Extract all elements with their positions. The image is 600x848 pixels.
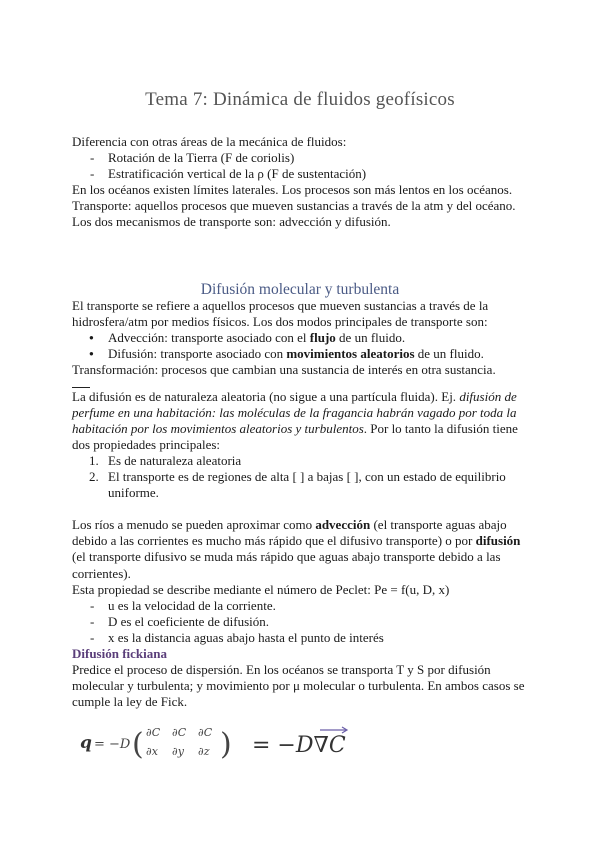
text: La difusión es de naturaleza aleatoria (no sigue a una partícula fluida). Ej.: [72, 388, 460, 404]
bold-text: flujo: [309, 330, 336, 346]
text: Es de naturaleza aleatoria: [108, 452, 242, 468]
text: Advección: transporte asociado con el: [108, 330, 310, 346]
bold-text: movimientos aleatorios: [286, 346, 415, 362]
numbered-item: 1. Es de naturaleza aleatoria: [89, 452, 242, 468]
bold-text: advección: [315, 517, 371, 533]
section-1: [72, 282, 532, 710]
text: Difusión: transporte asociado con: [108, 346, 287, 362]
dash-item: - u es la velocidad de la corriente.: [72, 598, 532, 614]
dash-item: - x es la distancia aguas abajo hasta el punto de interés: [72, 630, 532, 646]
paragraph: Predice el proceso de dispersión. En los océanos se transporta T y S por difusión molecular y turbulenta; y movimiento por μ molecular o turbulenta. En ambos casos se cumple la ley de Fick.: [72, 662, 525, 710]
subsection-heading: Difusión fickiana: [72, 645, 167, 661]
short-rule: [72, 379, 90, 388]
bold-text: difusión: [475, 533, 521, 549]
numerator: ∂C: [146, 726, 161, 739]
intro-block: [72, 134, 532, 231]
text: de un fluido.: [335, 330, 406, 346]
dash-item: - Rotación de la Tierra (F de coriolis): [72, 150, 532, 166]
left-paren: (: [132, 727, 144, 762]
numbered-item: 2. El transporte es de regiones de alta [ ] a bajas [ ], con un estado de equilibrio uniforme.: [89, 469, 506, 501]
bullet-item: [72, 346, 532, 362]
numerator: ∂C: [198, 726, 213, 739]
equation-part: = −D: [94, 737, 131, 752]
text: (el transporte aguas abajo debido a las corrientes es mucho más rápido que el difusivo transporte) o por: [72, 517, 507, 549]
page-title: Tema 7: Dinámica de fluidos geofísicos: [145, 89, 455, 110]
paragraph: [72, 389, 532, 453]
section-heading: Difusión molecular y turbulenta: [200, 281, 400, 298]
equation-lhs: q: [80, 733, 92, 753]
numerator: ∂C: [172, 726, 187, 739]
intro-line: Diferencia con otras áreas de la mecánica de fluidos:: [72, 134, 347, 149]
text: . Por lo tanto la difusión tiene dos propiedades principales:: [72, 420, 518, 452]
denominator: ∂z: [198, 745, 210, 758]
text: (el transporte difusivo se muda más rápido que aguas abajo transporte debido a las corrientes).: [72, 549, 501, 581]
paragraph: Transformación: procesos que cambian una sustancia de interés en otra sustancia.: [72, 362, 496, 378]
text: Los ríos a menudo se pueden aproximar como: [72, 517, 316, 533]
intro-paragraph: En los océanos existen límites laterales. Los procesos son más lentos en los océanos.: [72, 182, 513, 198]
equation-rhs: = −D∇C: [252, 733, 346, 758]
paragraph: Esta propiedad se describe mediante el número de Peclet: Pe = f(u, D, x): [72, 581, 450, 597]
text: El transporte es de regiones de alta [ ] a bajas [ ], con un estado de equilibrio uniforme.: [108, 469, 506, 501]
italic-text: difusión de perfume en una habitación: las moléculas de la fragancia habrán vagado por toda la habitación por los movimientos aleatorios y turbulentos: [72, 388, 517, 436]
denominator: ∂x: [146, 745, 158, 758]
text: de un fluido.: [414, 346, 484, 362]
denominator: ∂y: [172, 745, 184, 758]
right-paren: ): [220, 727, 232, 762]
paragraph: [72, 517, 532, 581]
paragraph: El transporte se refiere a aquellos procesos que mueven sustancias a través de la hidrosfera/atm por medios físicos. Los dos modos principales de transporte son:: [72, 298, 489, 330]
fick-law-equation: [80, 722, 380, 762]
dash-item: - D es el coeficiente de difusión.: [72, 614, 532, 630]
dash-item: - Estratificación vertical de la ρ (F de sustentación): [72, 166, 532, 182]
intro-paragraph: Transporte: aquellos procesos que mueven sustancias a través de la atm y del océano. Los dos mecanismos de transporte son: advección y difusión.: [72, 198, 516, 230]
bullet-item: [72, 330, 532, 346]
